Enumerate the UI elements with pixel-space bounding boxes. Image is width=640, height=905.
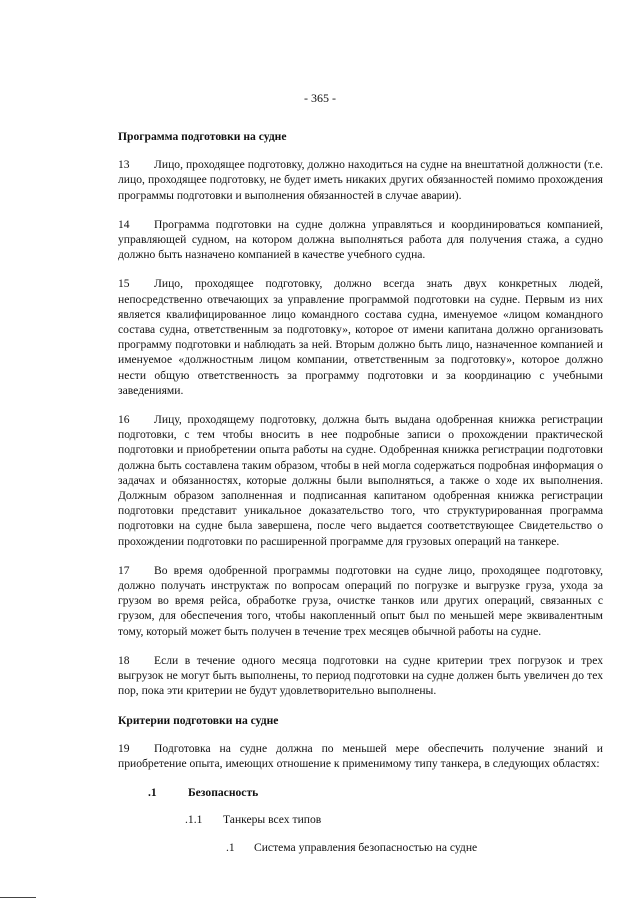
list-item-number: .1 — [148, 786, 157, 800]
paragraph-text: Если в течение одного месяца подготовки на судне критерии трех погрузок и трех выгрузок не могут быть выполнены, то период подготовки на судне должен быть увеличен до тех пор, пока эти критерии не будут удовлетворительно выполнены. — [118, 653, 603, 698]
list-item-level1 — [148, 785, 603, 800]
paragraph — [118, 653, 603, 699]
paragraph-number: 16 — [118, 413, 130, 427]
list-item-text: Безопасность — [188, 786, 259, 800]
footnote-divider — [0, 897, 36, 898]
list-item-number: .1.1 — [185, 813, 203, 827]
paragraph — [118, 217, 603, 263]
paragraph-text: Лицу, проходящему подготовку, должна быть выдана одобренная книжка регистрации подготовки, с тем чтобы вносить в нее подробные записи о прохождении практической подготовки и приобретении опыта работы на судне. Одобренная книжка регистрации подготовки должна быть составлена таким образом, чтобы в ней могла содержаться подробная информация о задачах и обязанностях, которые должны были выполняться, а также о ходе их выполнения. Должным образом заполненная и подписанная капитаном одобренная книжка регистрации подготовки представит уникальное доказательство того, что структурированная программа подготовки на судне была завершена, после чего выдается соответствующее Свидетельство о прохождении подготовки по расширенной программе для грузовых операций на танкере. — [118, 413, 603, 548]
paragraph-number: 18 — [118, 653, 130, 667]
page-number: - 365 - — [304, 91, 336, 105]
paragraph-text: Лицо, проходящее подготовку, должно всегда знать двух конкретных людей, непосредственно отвечающих за управление программой подготовки на судне. Первым из них является квалифицированное лицо командного состава судна, именуемое «лицом командного состава судна, ответственным за подготовку», которое от имени капитана должно организовать программу подготовки и наблюдать за ней. Вторым должно быть лицо, назначенное компанией и именуемое «должностным лицом компании, ответственным за подготовку», которое должно нести общую ответственность за программу подготовки и за координацию с учебными заведениями. — [118, 277, 603, 397]
paragraph — [118, 563, 603, 639]
paragraph-group-program — [118, 157, 603, 698]
paragraph-group-criteria — [118, 741, 603, 771]
paragraph-number: 14 — [118, 217, 130, 231]
paragraph-number: 17 — [118, 563, 130, 577]
document-body — [118, 129, 603, 855]
paragraph-text: Подготовка на судне должна по меньшей мере обеспечить получение знаний и приобретение опыта, имеющих отношение к применимому типу танкера, в следующих областях: — [118, 741, 603, 770]
list-item-level2 — [185, 812, 603, 827]
paragraph — [118, 412, 603, 549]
list-item-level3 — [226, 840, 603, 855]
paragraph-text: Лицо, проходящее подготовку, должно находиться на судне на внештатной должности (т.е. лицо, проходящее подготовку, не будет иметь никаких других обязанностей помимо прохождения программы подготовки и выполнения обязанностей в случае аварии). — [118, 158, 603, 202]
section-heading-criteria: Критерии подготовки на судне — [118, 713, 279, 727]
paragraph-number: 19 — [118, 741, 130, 755]
paragraph — [118, 276, 603, 398]
section-heading-program: Программа подготовки на судне — [118, 130, 287, 143]
paragraph-text: Во время одобренной программы подготовки на судне лицо, проходящее подготовку, должно получать инструктаж по вопросам операций по погрузке и выгрузке груза, ухода за грузом во время рейса, обработке груза, очистке танков или других операций, связанных с грузом, для обеспечения того, чтобы накопленный опыт был по меньшей мере эквивалентным тому, который может быть получен в течение трех месяцев обычной работы на судне. — [118, 563, 603, 638]
paragraph — [118, 741, 603, 771]
list-item-text: Система управления безопасностью на судне — [254, 840, 478, 854]
paragraph-text: Программа подготовки на судне должна управляться и координироваться компанией, управляющей судном, на котором должна выполняться работа для получения стажа, а судно должно быть назначено компанией в качестве учебного судна. — [118, 217, 603, 262]
paragraph-number: 15 — [118, 277, 130, 291]
list-item-text: Танкеры всех типов — [223, 813, 322, 827]
list-item-number: .1 — [226, 840, 235, 854]
paragraph — [118, 157, 603, 203]
paragraph-number: 13 — [118, 158, 130, 172]
